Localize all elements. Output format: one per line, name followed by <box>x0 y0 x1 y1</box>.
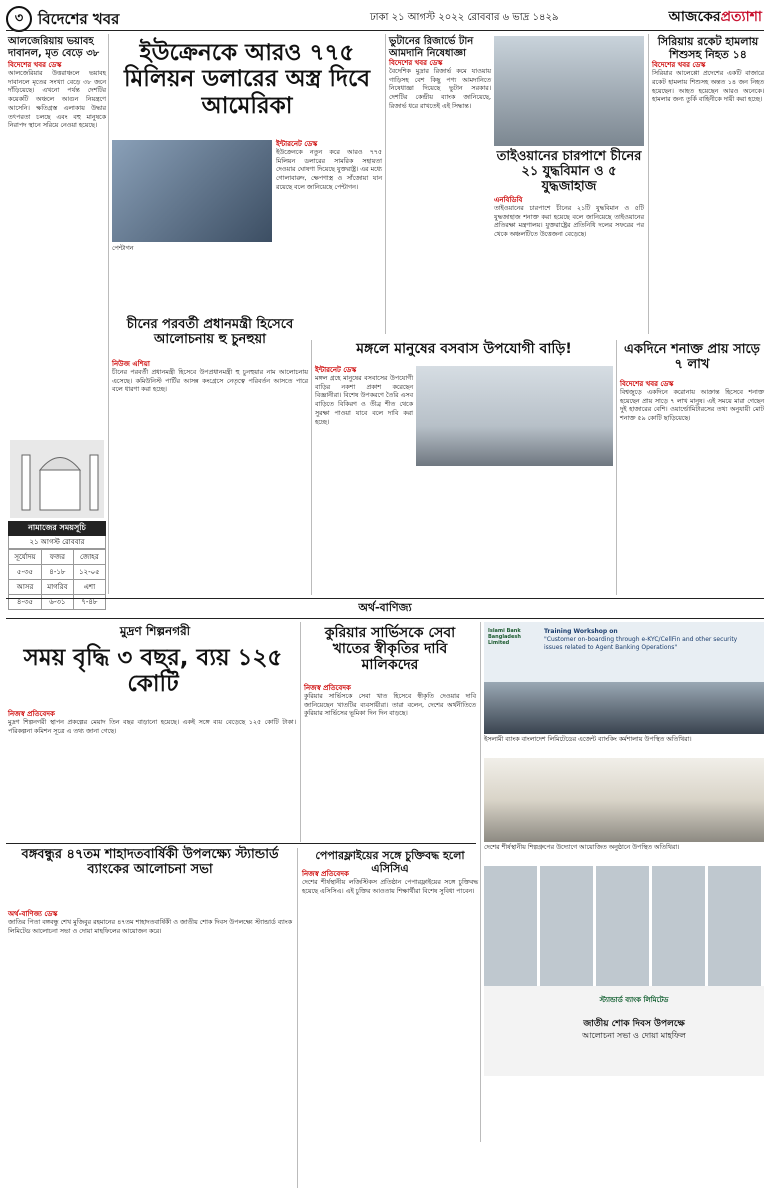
mosque-illustration <box>10 440 104 518</box>
column-rule <box>648 34 649 334</box>
taiwan-body: তাইওয়ানের চারপাশে চীনের ২১টি যুদ্ধবিমান ও ৫টি যুদ্ধজাহাজ শনাক্ত করা হয়েছে বলে জানিয়েছে তাইওয়ানের প্রতিরক্ষা মন্ত্রণালয়। যুক্তরাষ্ট্রের প্রতিনিধি দলের সফরের পর থেকে অঞ্চলটিতে উত্তেজনা বেড়েছে। <box>494 205 644 239</box>
column-rule <box>480 622 481 1142</box>
column-rule <box>385 34 386 334</box>
acca-byline: নিজস্ব প্রতিবেদক <box>302 870 349 878</box>
section-rule-bottom <box>6 618 764 619</box>
standard-body: জাতির পিতা বঙ্গবন্ধু শেখ মুজিবুর রহমানের ৪৭তম শাহাদতবার্ষিকী ও জাতীয় শোক দিবস উপলক্ষ্যে স্ট্যান্ডার্ড ব্যাংক লিমিটেড আলোচনা সভা ও দোয়া মাহফিলের আয়োজন করে। <box>8 919 292 935</box>
ukraine-headline: ইউক্রেনকে আরও ৭৭৫ মিলিয়ন ডলারের অস্ত্র দিবে আমেরিকা <box>123 40 371 119</box>
column-rule <box>108 34 109 594</box>
cases-story <box>620 380 764 594</box>
printing-body: মুদ্রণ শিল্পনগরী স্থাপন প্রকল্পের মেয়াদ তিন বছর বাড়ানো হয়েছে। একই সঙ্গে ব্যয় বেড়েছে ১২৫ কোটি টাকা। পরিকল্পনা কমিশন সূত্রে এ তথ্য জানা গেছে। <box>8 719 296 735</box>
courier-byline: নিজস্ব প্রতিবেদক <box>304 684 351 692</box>
bhutan-headline: ভুটানের রিজার্ভে টান আমদানি নিষেধাজ্ঞা <box>389 36 474 59</box>
acca-body: দেশের শীর্ষস্থানীয় লজিস্টিকস প্রতিষ্ঠান পেপারফ্লাইয়ের সঙ্গে চুক্তিবদ্ধ হয়েছে এসিসিএ। এই চুক্তির আওতায় শিক্ষার্থীরা বিশেষ সুবিধা পাবেন। <box>302 879 478 895</box>
cases-body: বিশ্বজুড়ে একদিনে করোনায় আক্রান্ত হিসেবে শনাক্ত হয়েছেন প্রায় সাড়ে ৭ লাখ মানুষ। এই সময়ে মারা গেছেন দুই হাজারের বেশি। ওয়ার্ল্ডোমিটারসের তথ্য অনুযায়ী মোট শনাক্ত ৫৯ কোটি ছাড়িয়েছে। <box>620 389 764 423</box>
courier-body: কুরিয়ার সার্ভিসকে সেবা খাত হিসেবে স্বীকৃতি দেওয়ার দাবি জানিয়েছেন খাতটির ব্যবসায়ীরা। তারা বলেন, দেশের অর্থনীতিতে কুরিয়ার সার্ভিসের ভূমিকা দিন দিন বাড়ছে। <box>304 693 476 718</box>
workshop-photo <box>484 622 764 734</box>
algeria-byline: বিদেশের খবর ডেস্ক <box>8 61 62 69</box>
prayer-cell: ১২-০৫ <box>73 565 105 580</box>
page-number: ৩ <box>6 6 32 32</box>
prayer-cell: এশা <box>73 580 105 595</box>
taiwan-byline: এনবিডিবি <box>494 196 523 204</box>
dateline: ঢাকা ২১ আগস্ট ২০২২ রোববার ৬ ভাদ্র ১৪২৯ <box>370 12 559 23</box>
algeria-story <box>8 36 106 436</box>
column-rule <box>300 622 301 842</box>
mars-story <box>315 366 413 466</box>
story-rule <box>6 843 476 844</box>
cases-headline: একদিনে শনাক্ত প্রায় সাড়ে ৭ লাখ <box>624 342 760 372</box>
zoom-bank-name: স্ট্যান্ডার্ড ব্যাংক লিমিটেড <box>599 996 669 1004</box>
workshop-bank: Islami Bank Bangladesh Limited <box>488 628 521 646</box>
taiwan-story <box>494 196 644 336</box>
ukraine-photo <box>112 140 272 242</box>
zoom-meeting-photo <box>484 866 764 1076</box>
section-title: বিদেশের খবর <box>38 10 120 28</box>
prayer-cell: ৭-৪৮ <box>73 595 105 610</box>
cases-byline: বিদেশের খবর ডেস্ক <box>620 380 674 388</box>
printing-byline: নিজস্ব প্রতিবেদক <box>8 710 55 718</box>
header-rule <box>6 30 764 31</box>
standard-byline: অর্থ-বাণিজ্য ডেস্ক <box>8 910 58 918</box>
mars-headline: মঙ্গলে মানুষের বসবাস উপযোগী বাড়ি! <box>356 341 572 357</box>
printing-story <box>8 710 296 840</box>
china-pm-headline: চীনের পরবর্তী প্রধানমন্ত্রী হিসেবে আলোচনায় হু চুনহুয়া <box>126 317 294 347</box>
group-caption: দেশের শীর্ষস্থানীয় শিল্পগ্রুপের উদ্যোগে আয়োজিত অনুষ্ঠানে উপস্থিত অতিথিরা। <box>484 844 680 851</box>
courier-story <box>304 684 476 840</box>
prayer-date: ২১ আগস্ট রোববার <box>8 536 106 549</box>
mosque-icon <box>10 440 104 518</box>
workshop-people <box>484 682 764 734</box>
group-photo <box>484 758 764 842</box>
taiwan-photo <box>494 36 644 146</box>
mars-house-photo <box>416 366 613 466</box>
taiwan-headline: তাইওয়ানের চারপাশে চীনের ২১ যুদ্ধবিমান ও ৫ যুদ্ধজাহাজ <box>496 149 642 194</box>
prayer-box <box>8 521 106 606</box>
section-banner: অর্থ-বাণিজ্য <box>358 601 412 614</box>
syria-story <box>652 36 764 336</box>
china-pm-story <box>112 360 308 594</box>
logo-main: প্রত্যাশা <box>720 9 762 25</box>
syria-byline: বিদেশের খবর ডেস্ক <box>652 61 706 70</box>
prayer-title: নামাজের সময়সূচি <box>8 521 106 536</box>
prayer-cell: ৬-৩১ <box>42 595 74 610</box>
china-pm-byline: নিউজ এশিয়া <box>112 360 150 368</box>
ukraine-text-top <box>276 140 382 242</box>
china-pm-body: চীনের পরবর্তী প্রধানমন্ত্রী হিসেবে উপপ্রধানমন্ত্রী হু চুনহুয়ার নাম আলোচনায় এসেছে। কমিউনিস্ট পার্টির আসন্ন কংগ্রেসে নেতৃত্বে পরিবর্তন আসতে পারে বলে ধারণা করা হচ্ছে। <box>112 369 308 394</box>
prayer-cell: জোহর <box>73 550 105 565</box>
ukraine-byline: ইন্টারনেট ডেস্ক <box>276 140 318 148</box>
acca-story <box>302 870 478 1188</box>
prayer-cell: ৪-৩৫ <box>9 595 42 610</box>
zoom-event-detail: আলোচনা সভা ও দোয়া মাহফিল <box>582 1031 686 1040</box>
prayer-cell: আসর <box>9 580 42 595</box>
newspaper-logo <box>652 5 762 27</box>
printing-headline: সময় বৃদ্ধি ৩ বছর, ব্যয় ১২৫ কোটি <box>23 645 283 698</box>
syria-body: সিরিয়ার আলেপ্পো প্রদেশের একটি বাজারে রকেট হামলায় শিশুসহ অন্তত ১৪ জন নিহত হয়েছেন। আহত হয়েছেন আরও অনেকে। হামলার জন্য তুর্কি বাহিনীকে দায়ী করা হচ্ছে। <box>652 70 764 104</box>
logo-prefix: আজকের <box>668 9 721 25</box>
acca-headline: পেপারফ্লাইয়ের সঙ্গে চুক্তিবদ্ধ হলো এসিসিএ <box>315 849 465 875</box>
standard-headline: বঙ্গবন্ধুর ৪৭তম শাহাদতবার্ষিকী উপলক্ষ্যে স্ট্যান্ডার্ড ব্যাংকের আলোচনা সভা <box>21 847 279 877</box>
mars-body: মঙ্গল গ্রহে মানুষের বসবাসের উপযোগী বাড়ির নকশা প্রকাশ করেছেন বিজ্ঞানীরা। বিশেষ উপকরণে তৈরি এসব বাড়িতে বিকিরণ ও তীব্র শীত থেকে সুরক্ষা পাওয়া যাবে বলে দাবি করা হচ্ছে। <box>315 375 413 426</box>
ukraine-body: ইউক্রেনকে নতুন করে আরও ৭৭৫ মিলিয়ন ডলারের সামরিক সহায়তা দেওয়ার ঘোষণা দিয়েছে যুক্তরাষ্ট্র। এর মধ্যে গোলাবারুদ, ক্ষেপণাস্ত্র ও সাঁজোয়া যান রয়েছে বলে জানিয়েছে পেন্টাগন। <box>276 149 382 191</box>
prayer-cell: মাগরিব <box>42 580 74 595</box>
prayer-cell: ৪-১৮ <box>42 565 74 580</box>
prayer-cell: সূর্যোদয় <box>9 550 42 565</box>
prayer-cell: ৫-৩৫ <box>9 565 42 580</box>
standard-story <box>8 910 292 1060</box>
algeria-headline: আলজেরিয়ায় ভয়াবহ দাবানল, মৃত বেড়ে ৩৮ <box>8 36 100 59</box>
zoom-participants <box>484 866 764 986</box>
prayer-cell: ফজর <box>42 550 74 565</box>
workshop-banner <box>544 628 744 652</box>
workshop-banner-line2: "Customer on-boarding through e-KYC/CellFin and other security issues related to Agent Banking Operations" <box>544 636 738 651</box>
printing-kicker: মুদ্রণ শিল্পনগরী <box>119 624 191 638</box>
column-rule <box>311 340 312 595</box>
syria-headline: সিরিয়ায় রকেট হামলায় শিশুসহ নিহত ১৪ <box>657 35 759 61</box>
bhutan-byline: বিদেশের খবর ডেস্ক <box>389 59 443 67</box>
workshop-caption: ইসলামী ব্যাংক বাংলাদেশ লিমিটেডের এজেন্ট ব্যাংকিং কর্মশালায় উপস্থিত অতিথিরা। <box>484 736 692 743</box>
algeria-body: আলজেরিয়ার উত্তরাঞ্চলে ভয়াবহ দাবানলে মৃতের সংখ্যা বেড়ে ৩৮ জনে দাঁড়িয়েছে। এখনো পর্যন্ত দেশটির কয়েকটি অঞ্চলে আগুন নিয়ন্ত্রণে আসেনি। ক্ষতিগ্রস্ত এলাকায় উদ্ধার তৎপরতা চলছে এবং বহু মানুষকে নিরাপদ স্থানে সরিয়ে নেওয়া হয়েছে। <box>8 70 106 130</box>
ukraine-caption: পেন্টাগন <box>112 245 134 252</box>
zoom-event: জাতীয় শোক দিবস উপলক্ষে <box>583 1019 685 1029</box>
courier-headline: কুরিয়ার সার্ভিসকে সেবা খাতের স্বীকৃতির দাবি মালিকদের <box>324 625 456 674</box>
column-rule <box>297 848 298 1188</box>
column-rule <box>616 340 617 595</box>
bhutan-body: বৈদেশিক মুদ্রার রিজার্ভ কমে যাওয়ায় গাড়িসহ বেশ কিছু পণ্য আমদানিতে নিষেধাজ্ঞা দিয়েছে ভুটান সরকার। দেশটির কেন্দ্রীয় ব্যাংক জানিয়েছে, রিজার্ভ ধরে রাখতেই এই সিদ্ধান্ত। <box>389 68 491 110</box>
mars-byline: ইন্টারনেট ডেস্ক <box>315 366 357 374</box>
workshop-banner-line1: Training Workshop on <box>544 628 618 635</box>
bhutan-story <box>389 36 491 336</box>
